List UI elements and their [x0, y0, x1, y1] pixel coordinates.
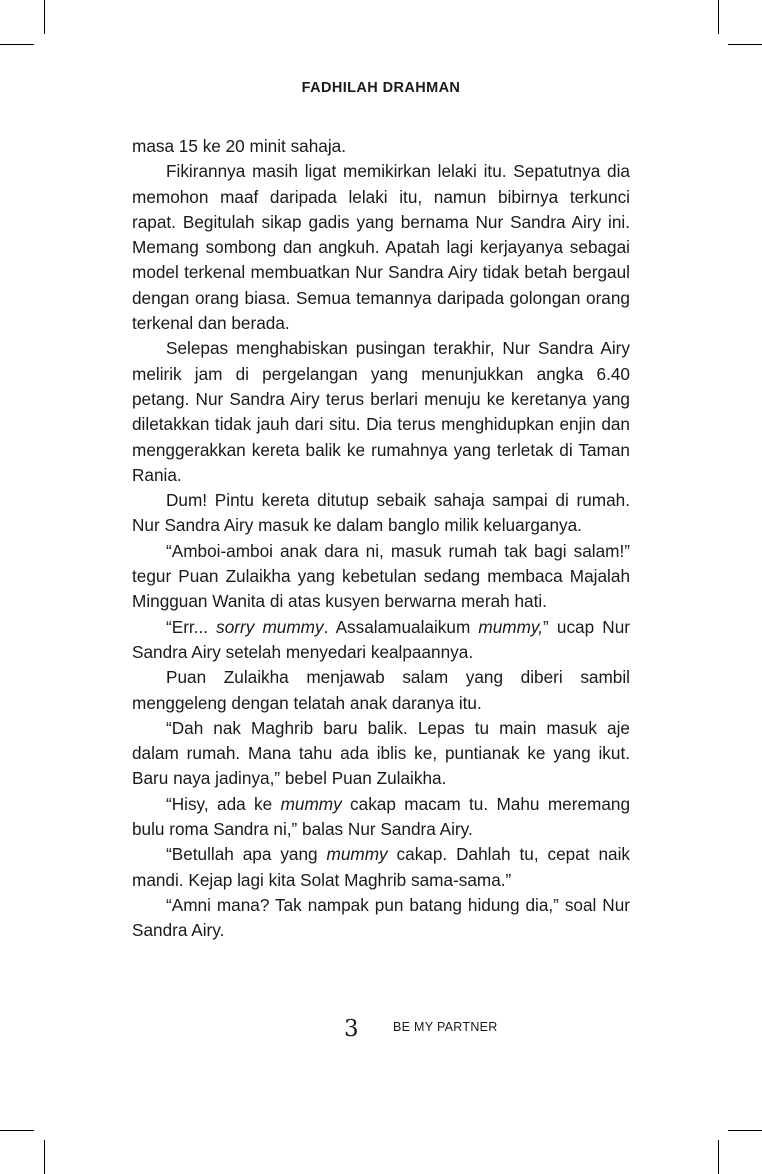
text-run: “Hisy, ada ke: [166, 793, 281, 814]
text-run: “Amni mana? Tak nampak pun batang hidung dia,” soal Nur Sandra Airy.: [132, 894, 630, 941]
page-number: 3: [344, 1016, 359, 1042]
running-footer-book-title: BE MY PARTNER: [393, 1020, 498, 1034]
paragraph: [132, 539, 630, 615]
text-run: masa 15 ke 20 minit sahaja.: [132, 136, 347, 156]
crop-mark-top-left-vertical: [44, 0, 45, 34]
crop-mark-bottom-left-vertical: [44, 1140, 45, 1174]
paragraph: [132, 615, 630, 666]
paragraph: [132, 842, 630, 893]
text-run: “Amboi-amboi anak dara ni, masuk rumah tak bagi salam!” tegur Puan Zulaikha yang kebetulan sedang membaca Majalah Mingguan Wanita di atas kusyen berwarna merah hati.: [132, 540, 630, 612]
paragraph: [132, 488, 630, 539]
italic-text: mummy,: [478, 616, 544, 637]
text-run: “Err...: [166, 616, 217, 637]
text-run: cakap. Dahlah tu, cepat naik mandi. Kejap lagi kita Solat Maghrib sama-sama.”: [132, 844, 631, 890]
paragraph: [132, 134, 630, 159]
paragraph: [132, 893, 630, 944]
text-run: ” ucap Nur Sandra Airy setelah menyedari kealpaannya.: [132, 616, 630, 662]
paragraph: [132, 716, 630, 792]
body-text: [132, 134, 630, 944]
crop-mark-bottom-left-horizontal: [0, 1130, 34, 1131]
crop-mark-bottom-right-horizontal: [728, 1130, 762, 1131]
italic-text: mummy: [280, 793, 342, 814]
text-run: Fikirannya masih ligat memikirkan lelaki itu. Sepatutnya dia memohon maaf daripada lelaki itu, namun bibirnya terkunci rapat. Begitulah sikap gadis yang bernama Nur Sandra Airy ini. Memang sombong dan angkuh. Apatah lagi kerjayanya sebagai model terkenal membuatkan Nur Sandra Airy tidak betah bergaul dengan orang biasa. Semua temannya daripada golongan orang terkenal dan berada.: [132, 161, 630, 334]
paragraph: [132, 159, 630, 336]
crop-mark-top-right-vertical: [718, 0, 719, 34]
text-run: Puan Zulaikha menjawab salam yang diberi sambil menggeleng dengan telatah anak daranya itu.: [132, 667, 630, 713]
crop-mark-bottom-right-vertical: [718, 1140, 719, 1174]
text-run: Selepas menghabiskan pusingan terakhir, Nur Sandra Airy melirik jam di pergelangan yang menunjukkan angka 6.40 petang. Nur Sandra Airy terus berlari menuju ke keretanya yang diletakkan tidak jauh dari situ. Dia terus menghidupkan enjin dan menggerakkan kereta balik ke rumahnya yang terletak di Taman Rania.: [132, 338, 630, 485]
running-header-author: FADHILAH DRAHMAN: [301, 80, 461, 96]
paragraph: [132, 665, 630, 716]
italic-text: mummy: [326, 844, 388, 865]
italic-text: sorry mummy: [216, 616, 324, 637]
paragraph: [132, 336, 630, 488]
text-run: “Dah nak Maghrib baru balik. Lepas tu main masuk aje dalam rumah. Mana tahu ada iblis ke, puntianak ke yang ikut. Baru naya jadinya,” bebel Puan Zulaikha.: [132, 717, 630, 789]
page-footer: [0, 1016, 762, 1046]
text-run: cakap macam tu. Mahu meremang bulu roma Sandra ni,” balas Nur Sandra Airy.: [132, 793, 630, 840]
crop-mark-top-right-horizontal: [728, 44, 762, 45]
text-run: Dum! Pintu kereta ditutup sebaik sahaja sampai di rumah. Nur Sandra Airy masuk ke dalam banglo milik keluarganya.: [132, 490, 630, 536]
paragraph: [132, 792, 630, 843]
crop-mark-top-left-horizontal: [0, 44, 34, 45]
text-run: . Assalamualaikum: [323, 616, 479, 637]
text-run: “Betullah apa yang: [166, 844, 327, 865]
